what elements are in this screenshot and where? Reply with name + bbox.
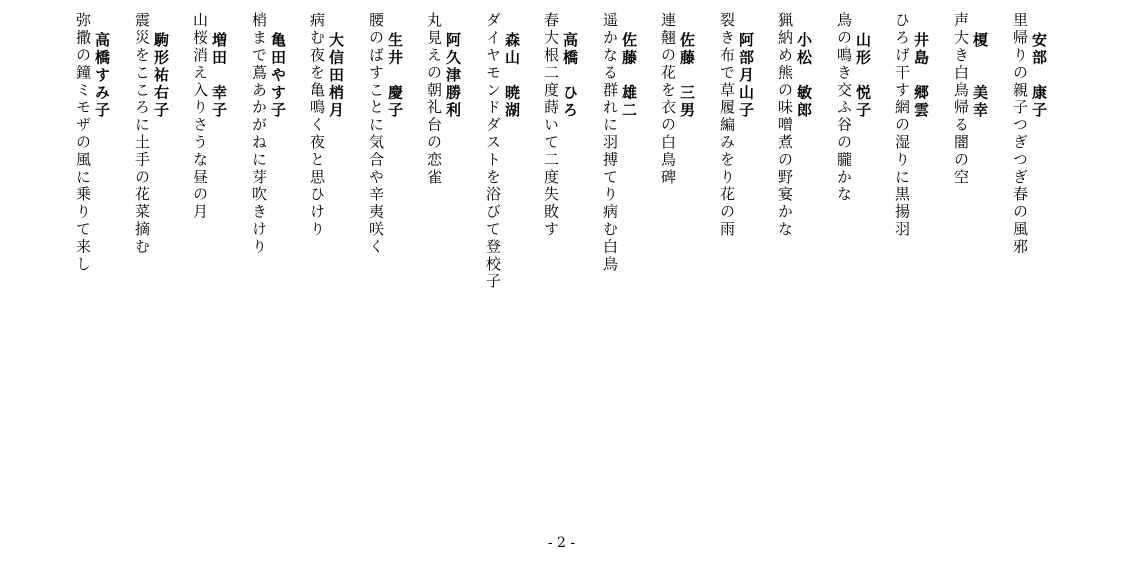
haiku-line: ひろげ干す網の湿りに黒揚羽 [893, 12, 911, 239]
author-name: 小松 敏郎 [795, 32, 813, 119]
haiku-line: 遥かなる群れに羽搏てり病む白鳥 [601, 12, 619, 273]
haiku-line: 猟納め熊の味噌煮の野宴かな [776, 12, 794, 239]
author-name: 榎 美幸 [971, 32, 989, 119]
haiku-line: 声大き白鳥帰る闇の空 [952, 12, 970, 186]
author-name: 井島 郷雲 [912, 32, 930, 119]
author-name: 生井 慶子 [386, 32, 404, 119]
author-name: 増田 幸子 [210, 32, 228, 119]
haiku-line: ダイヤモンドダストを浴びて登校子 [484, 12, 502, 291]
haiku-line: 鳥の鳴き交ふ谷の朧かな [835, 12, 853, 204]
haiku-line: 丸見えの朝礼台の恋雀 [425, 12, 443, 186]
haiku-line: 裂き布で草履編みをり花の雨 [718, 12, 736, 239]
author-name: 佐藤 三男 [678, 32, 696, 119]
author-name: 安部 康子 [1030, 32, 1048, 119]
haiku-line: 腰のばすことに気合や辛夷咲く [367, 12, 385, 256]
author-name: 高橋 ひろ [561, 32, 579, 119]
author-name: 亀田やす子 [269, 32, 287, 119]
haiku-line: 震災をこころに土手の花菜摘む [133, 12, 151, 256]
author-name: 山形 悦子 [854, 32, 872, 119]
haiku-line: 病む夜を亀鳴く夜と思ひけり [308, 12, 326, 239]
author-name: 森山 暁湖 [503, 32, 521, 119]
page-number: - 2 - [547, 535, 576, 551]
author-name: 駒形祐右子 [152, 32, 170, 119]
author-name: 高橋すみ子 [93, 32, 111, 119]
haiku-line: 里帰りの親子つぎつぎ春の風邪 [1011, 12, 1029, 256]
author-name: 佐藤 雄二 [620, 32, 638, 119]
haiku-line: 弥撒の鐘ミモザの風に乗りて来し [74, 12, 92, 273]
author-name: 阿部月山子 [737, 32, 755, 119]
haiku-line: 連翹の花を衣の白鳥碑 [659, 12, 677, 186]
haiku-line: 春大根二度蒔いて二度失敗す [542, 12, 560, 239]
haiku-line: 梢まで蔦あかがねに芽吹きけり [250, 12, 268, 256]
author-name: 阿久津勝利 [444, 32, 462, 119]
haiku-line: 山桜消え入りさうな昼の月 [191, 12, 209, 221]
author-name: 大信田梢月 [327, 32, 345, 119]
